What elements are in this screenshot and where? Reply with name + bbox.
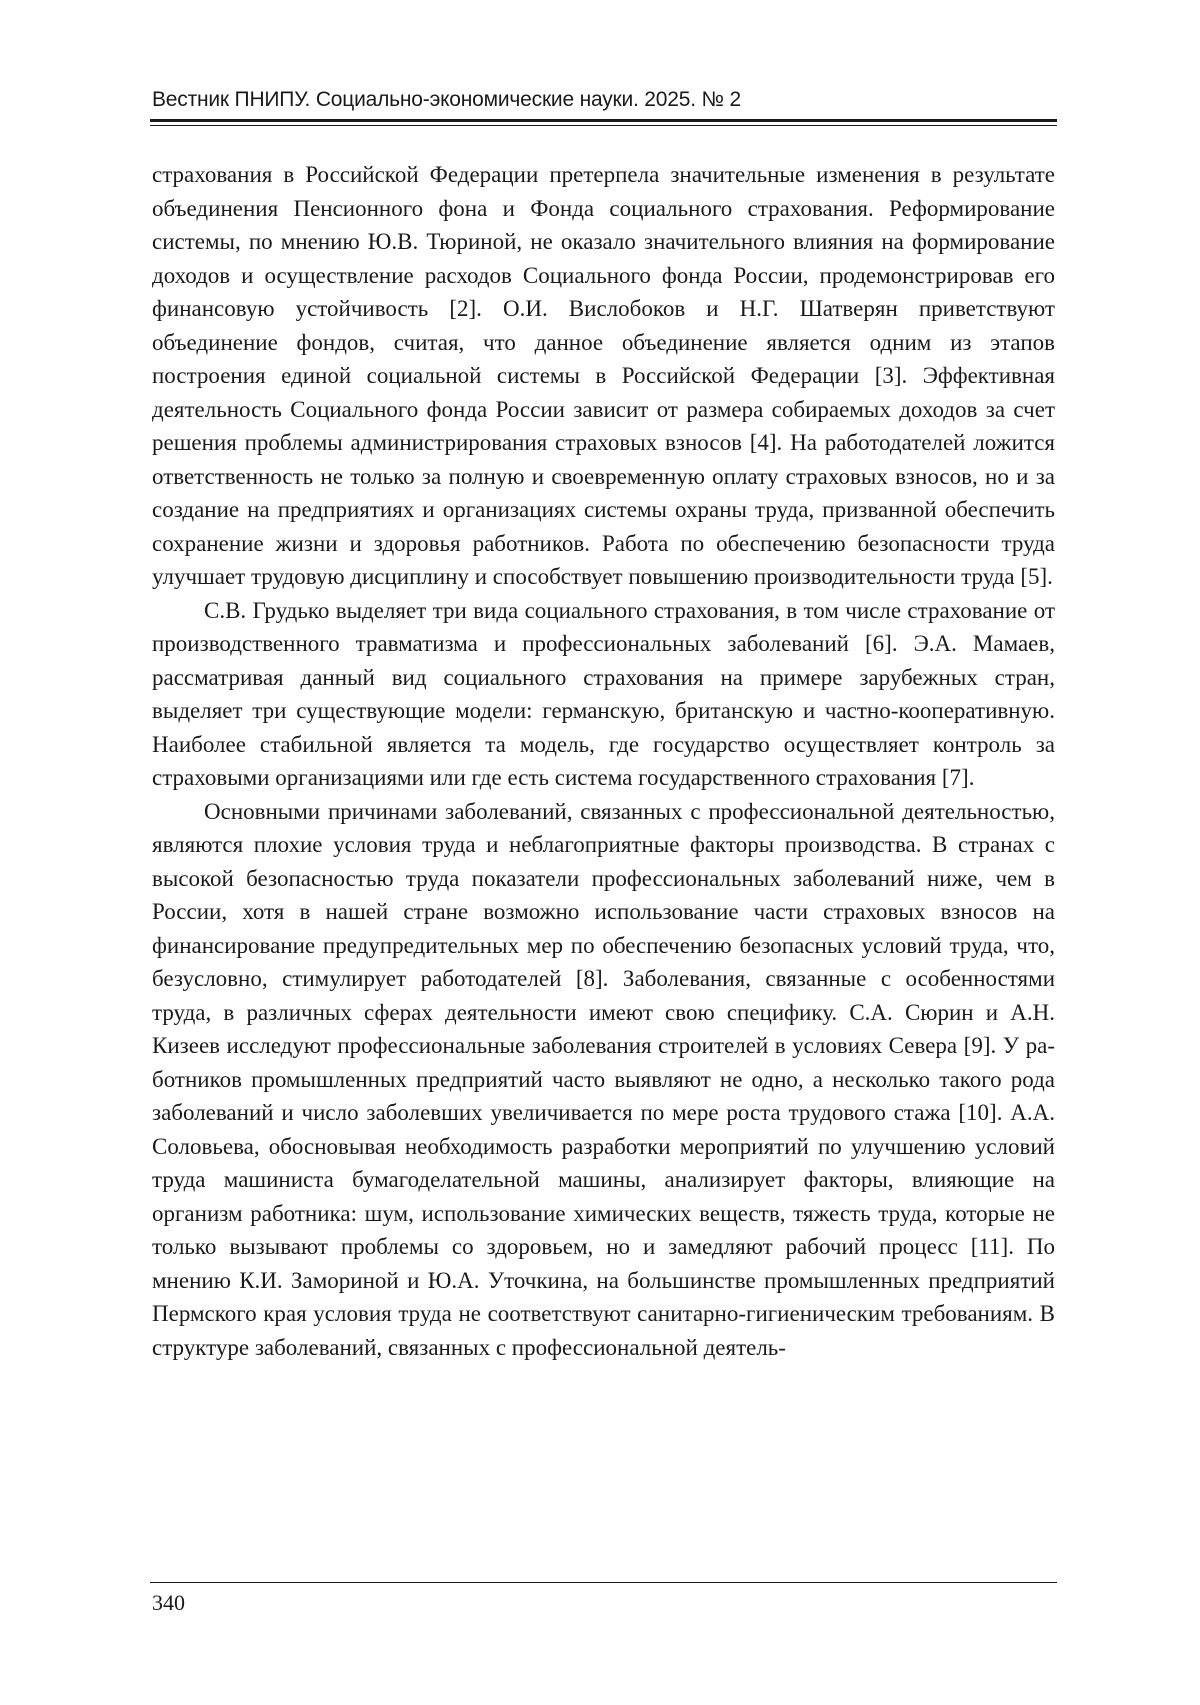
running-header: Вестник ПНИПУ. Социально-экономические науки. 2025. № 2 [152, 88, 1057, 112]
article-body [152, 158, 1055, 1364]
body-paragraph-1: страхования в Российской Федерации претерпела значительные изменения в ре­зультате объединения Пенсионного фона и Фонда социального страхования. Ре­формирование системы, по мнению Ю.В. Тюриной, не оказало значительного влияния на формирование доходов и осуществление расходов Социального фонда России, продемонстрировав его финансовую устойчивость [2]. О.И. Вис­лобоков и Н.Г. Шатверян приветствуют объединение фондов, считая, что дан­ное объединение является одним из этапов построения единой социальной си­стемы в Российской Федерации [3]. Эффективная деятельность Социального фонда России зависит от размера собираемых доходов за счет решения про­блемы администрирования страховых взносов [4]. На работодателей ложится ответственность не только за полную и своевременную оплату страховых взно­сов, но и за создание на предприятиях и организациях системы охраны труда, призванной обеспечить сохранение жизни и здоровья работников. Работа по обеспечению безопасности труда улучшает трудовую дисциплину и способ­ствует повышению производительности труда [5]. [152, 158, 1055, 594]
journal-page [0, 0, 1200, 1705]
footer-rule [150, 1582, 1057, 1583]
page-number: 340 [152, 1590, 185, 1616]
header-rule-thick [150, 119, 1057, 122]
body-paragraph-2: С.В. Грудько выделяет три вида социального страхования, в том числе страхование от производственного травматизма и профессиональных заболева­ний [6]. Э.А. Мамаев, рассматривая данный вид социального страхования на примере зарубежных стран, выделяет три существующие модели: германскую, британскую и частно-кооперативную. Наиболее стабильной является та модель, где государство осуществляет контроль за страховыми организациями или где есть система государственного страхования [7]. [152, 594, 1055, 795]
body-paragraph-3: Основными причинами заболеваний, связанных с профессиональной дея­тельностью, являются плохие условия труда и неблагоприятные факторы про­изводства. В странах с высокой безопасностью труда показатели профессио­нальных заболеваний ниже, чем в России, хотя в нашей стране возможно ис­пользование части страховых взносов на финансирование предупредительных мер по обеспечению безопасных условий труда, что, безусловно, стимулирует работодателей [8]. Заболевания, связанные с особенностями труда, в различных сферах деятельности имеют свою специфику. С.А. Сюрин и А.Н. Кизеев иссле­дуют профессиональные заболевания строителей в условиях Севера [9]. У ра­ботников промышленных предприятий часто выявляют не одно, а несколько та­кого рода заболеваний и число заболевших увеличивается по мере роста трудо­вого стажа [10]. А.А. Соловьева, обосновывая необходимость разработки мероприятий по улучшению условий труда машиниста бумагоделательной ма­шины, анализирует факторы, влияющие на организм работника: шум, исполь­зование химических веществ, тяжесть труда, которые не только вызывают про­блемы со здоровьем, но и замедляют рабочий процесс [11]. По мнению К.И. За­мориной и Ю.А. Уточкина, на большинстве промышленных предприятий Пермского края условия труда не соответствуют санитарно-гигиеническим тре­бованиям. В структуре заболеваний, связанных с профессиональной деятель- [152, 795, 1055, 1365]
header-rule-thin [150, 125, 1057, 126]
